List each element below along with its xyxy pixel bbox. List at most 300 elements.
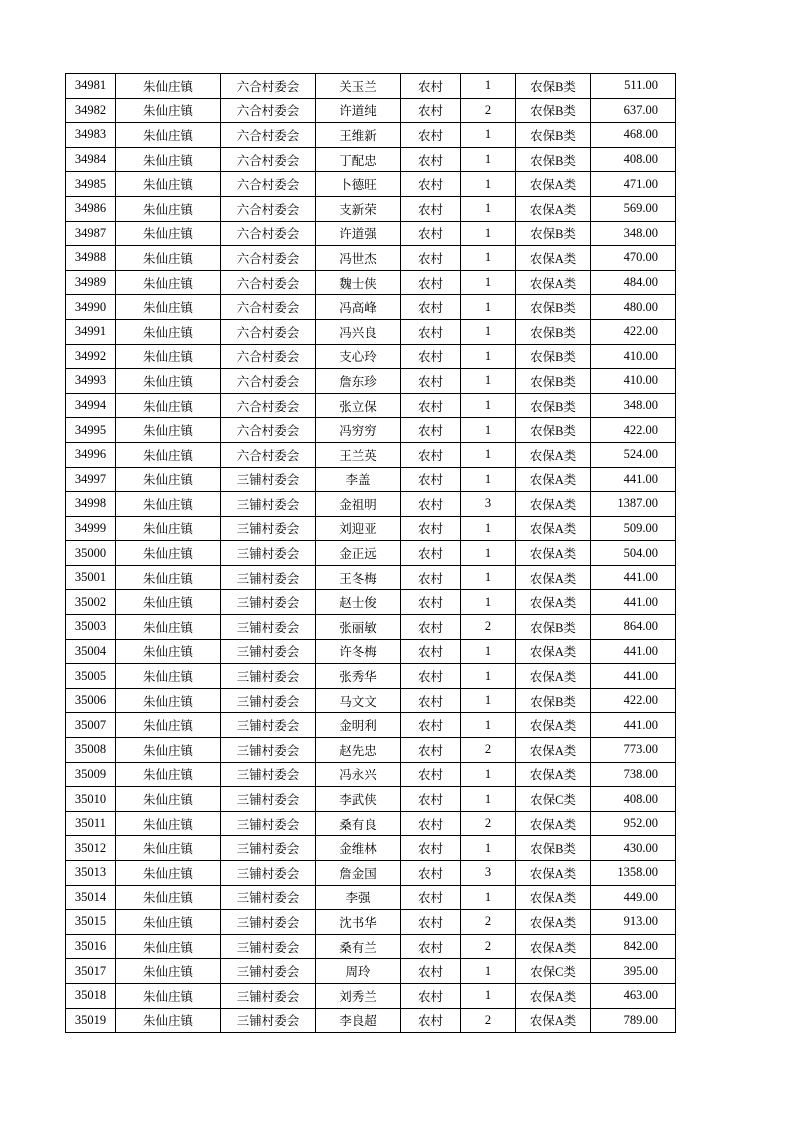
- town-cell: 朱仙庄镇: [116, 98, 221, 123]
- amount-cell: 484.00: [591, 270, 676, 295]
- count-cell: 1: [461, 147, 516, 172]
- id-cell: 34996: [66, 442, 116, 467]
- count-cell: 1: [461, 467, 516, 492]
- insurance-type-cell: 农保C类: [516, 787, 591, 812]
- category-cell: 农村: [401, 270, 461, 295]
- category-cell: 农村: [401, 615, 461, 640]
- table-row: [66, 861, 676, 886]
- count-cell: 1: [461, 418, 516, 443]
- town-cell: 朱仙庄镇: [116, 541, 221, 566]
- table-row: [66, 319, 676, 344]
- table-row: [66, 934, 676, 959]
- category-cell: 农村: [401, 738, 461, 763]
- id-cell: 35011: [66, 811, 116, 836]
- id-cell: 35015: [66, 910, 116, 935]
- amount-cell: 842.00: [591, 934, 676, 959]
- amount-cell: 408.00: [591, 147, 676, 172]
- insurance-type-cell: 农保C类: [516, 959, 591, 984]
- insurance-type-cell: 农保B类: [516, 295, 591, 320]
- count-cell: 3: [461, 492, 516, 517]
- category-cell: 农村: [401, 467, 461, 492]
- insurance-type-cell: 农保A类: [516, 541, 591, 566]
- table-row: [66, 885, 676, 910]
- village-cell: 六合村委会: [221, 319, 316, 344]
- table-row: [66, 418, 676, 443]
- id-cell: 34989: [66, 270, 116, 295]
- insurance-type-cell: 农保A类: [516, 492, 591, 517]
- amount-cell: 441.00: [591, 713, 676, 738]
- id-cell: 35017: [66, 959, 116, 984]
- town-cell: 朱仙庄镇: [116, 836, 221, 861]
- town-cell: 朱仙庄镇: [116, 934, 221, 959]
- amount-cell: 511.00: [591, 74, 676, 99]
- insurance-type-cell: 农保A类: [516, 270, 591, 295]
- category-cell: 农村: [401, 1008, 461, 1033]
- amount-cell: 504.00: [591, 541, 676, 566]
- count-cell: 1: [461, 295, 516, 320]
- amount-cell: 952.00: [591, 811, 676, 836]
- category-cell: 农村: [401, 541, 461, 566]
- count-cell: 1: [461, 246, 516, 271]
- town-cell: 朱仙庄镇: [116, 147, 221, 172]
- table-row: [66, 295, 676, 320]
- amount-cell: 524.00: [591, 442, 676, 467]
- insurance-type-cell: 农保A类: [516, 762, 591, 787]
- village-cell: 六合村委会: [221, 98, 316, 123]
- id-cell: 34992: [66, 344, 116, 369]
- table-row: [66, 738, 676, 763]
- table-row: [66, 787, 676, 812]
- name-cell: 王冬梅: [316, 565, 401, 590]
- town-cell: 朱仙庄镇: [116, 762, 221, 787]
- id-cell: 35009: [66, 762, 116, 787]
- records-table: [65, 73, 676, 1033]
- count-cell: 1: [461, 565, 516, 590]
- amount-cell: 864.00: [591, 615, 676, 640]
- amount-cell: 463.00: [591, 983, 676, 1008]
- village-cell: 六合村委会: [221, 221, 316, 246]
- table-row: [66, 959, 676, 984]
- amount-cell: 348.00: [591, 393, 676, 418]
- village-cell: 六合村委会: [221, 172, 316, 197]
- table-row: [66, 639, 676, 664]
- id-cell: 35001: [66, 565, 116, 590]
- count-cell: 1: [461, 319, 516, 344]
- name-cell: 张立保: [316, 393, 401, 418]
- name-cell: 詹东珍: [316, 369, 401, 394]
- name-cell: 李强: [316, 885, 401, 910]
- town-cell: 朱仙庄镇: [116, 344, 221, 369]
- count-cell: 1: [461, 762, 516, 787]
- village-cell: 三铺村委会: [221, 492, 316, 517]
- village-cell: 三铺村委会: [221, 713, 316, 738]
- town-cell: 朱仙庄镇: [116, 861, 221, 886]
- id-cell: 34984: [66, 147, 116, 172]
- insurance-type-cell: 农保B类: [516, 74, 591, 99]
- id-cell: 34986: [66, 196, 116, 221]
- insurance-type-cell: 农保B类: [516, 98, 591, 123]
- id-cell: 34997: [66, 467, 116, 492]
- category-cell: 农村: [401, 74, 461, 99]
- count-cell: 1: [461, 959, 516, 984]
- id-cell: 35018: [66, 983, 116, 1008]
- amount-cell: 468.00: [591, 123, 676, 148]
- insurance-type-cell: 农保A类: [516, 196, 591, 221]
- name-cell: 金维林: [316, 836, 401, 861]
- name-cell: 刘迎亚: [316, 516, 401, 541]
- town-cell: 朱仙庄镇: [116, 467, 221, 492]
- amount-cell: 441.00: [591, 565, 676, 590]
- table-row: [66, 565, 676, 590]
- insurance-type-cell: 农保B类: [516, 836, 591, 861]
- count-cell: 2: [461, 738, 516, 763]
- category-cell: 农村: [401, 688, 461, 713]
- count-cell: 1: [461, 836, 516, 861]
- table-row: [66, 467, 676, 492]
- town-cell: 朱仙庄镇: [116, 172, 221, 197]
- amount-cell: 410.00: [591, 344, 676, 369]
- category-cell: 农村: [401, 147, 461, 172]
- count-cell: 3: [461, 861, 516, 886]
- id-cell: 35006: [66, 688, 116, 713]
- count-cell: 1: [461, 74, 516, 99]
- id-cell: 35003: [66, 615, 116, 640]
- name-cell: 李良超: [316, 1008, 401, 1033]
- id-cell: 35016: [66, 934, 116, 959]
- town-cell: 朱仙庄镇: [116, 910, 221, 935]
- count-cell: 2: [461, 1008, 516, 1033]
- town-cell: 朱仙庄镇: [116, 688, 221, 713]
- village-cell: 六合村委会: [221, 295, 316, 320]
- category-cell: 农村: [401, 393, 461, 418]
- amount-cell: 789.00: [591, 1008, 676, 1033]
- name-cell: 李武侠: [316, 787, 401, 812]
- name-cell: 许道强: [316, 221, 401, 246]
- category-cell: 农村: [401, 418, 461, 443]
- town-cell: 朱仙庄镇: [116, 516, 221, 541]
- id-cell: 34994: [66, 393, 116, 418]
- town-cell: 朱仙庄镇: [116, 1008, 221, 1033]
- name-cell: 关玉兰: [316, 74, 401, 99]
- village-cell: 六合村委会: [221, 418, 316, 443]
- category-cell: 农村: [401, 246, 461, 271]
- id-cell: 34985: [66, 172, 116, 197]
- amount-cell: 449.00: [591, 885, 676, 910]
- amount-cell: 422.00: [591, 319, 676, 344]
- count-cell: 1: [461, 270, 516, 295]
- village-cell: 六合村委会: [221, 442, 316, 467]
- category-cell: 农村: [401, 442, 461, 467]
- village-cell: 三铺村委会: [221, 959, 316, 984]
- name-cell: 张秀华: [316, 664, 401, 689]
- amount-cell: 569.00: [591, 196, 676, 221]
- table-row: [66, 541, 676, 566]
- category-cell: 农村: [401, 664, 461, 689]
- category-cell: 农村: [401, 910, 461, 935]
- table-row: [66, 713, 676, 738]
- table-body: [66, 74, 676, 1033]
- insurance-type-cell: 农保A类: [516, 565, 591, 590]
- count-cell: 2: [461, 910, 516, 935]
- amount-cell: 480.00: [591, 295, 676, 320]
- town-cell: 朱仙庄镇: [116, 615, 221, 640]
- table-row: [66, 590, 676, 615]
- name-cell: 周玲: [316, 959, 401, 984]
- name-cell: 王维新: [316, 123, 401, 148]
- id-cell: 35000: [66, 541, 116, 566]
- table-row: [66, 516, 676, 541]
- village-cell: 三铺村委会: [221, 861, 316, 886]
- name-cell: 王兰英: [316, 442, 401, 467]
- insurance-type-cell: 农保A类: [516, 1008, 591, 1033]
- table-row: [66, 762, 676, 787]
- amount-cell: 471.00: [591, 172, 676, 197]
- count-cell: 1: [461, 787, 516, 812]
- town-cell: 朱仙庄镇: [116, 664, 221, 689]
- table-row: [66, 369, 676, 394]
- table-row: [66, 664, 676, 689]
- category-cell: 农村: [401, 811, 461, 836]
- insurance-type-cell: 农保A类: [516, 811, 591, 836]
- id-cell: 35019: [66, 1008, 116, 1033]
- town-cell: 朱仙庄镇: [116, 442, 221, 467]
- name-cell: 刘秀兰: [316, 983, 401, 1008]
- village-cell: 三铺村委会: [221, 885, 316, 910]
- id-cell: 35007: [66, 713, 116, 738]
- village-cell: 六合村委会: [221, 74, 316, 99]
- category-cell: 农村: [401, 959, 461, 984]
- count-cell: 1: [461, 590, 516, 615]
- name-cell: 马文文: [316, 688, 401, 713]
- name-cell: 冯穷穷: [316, 418, 401, 443]
- town-cell: 朱仙庄镇: [116, 123, 221, 148]
- count-cell: 1: [461, 393, 516, 418]
- id-cell: 35005: [66, 664, 116, 689]
- town-cell: 朱仙庄镇: [116, 738, 221, 763]
- count-cell: 1: [461, 344, 516, 369]
- table-row: [66, 836, 676, 861]
- village-cell: 三铺村委会: [221, 467, 316, 492]
- name-cell: 丁配忠: [316, 147, 401, 172]
- name-cell: 冯世杰: [316, 246, 401, 271]
- insurance-type-cell: 农保A类: [516, 246, 591, 271]
- insurance-type-cell: 农保B类: [516, 221, 591, 246]
- id-cell: 34981: [66, 74, 116, 99]
- name-cell: 沈书华: [316, 910, 401, 935]
- village-cell: 六合村委会: [221, 393, 316, 418]
- table-row: [66, 615, 676, 640]
- table-row: [66, 221, 676, 246]
- village-cell: 六合村委会: [221, 246, 316, 271]
- insurance-type-cell: 农保B类: [516, 615, 591, 640]
- category-cell: 农村: [401, 590, 461, 615]
- amount-cell: 637.00: [591, 98, 676, 123]
- village-cell: 六合村委会: [221, 123, 316, 148]
- town-cell: 朱仙庄镇: [116, 787, 221, 812]
- name-cell: 张丽敏: [316, 615, 401, 640]
- town-cell: 朱仙庄镇: [116, 295, 221, 320]
- name-cell: 桑有兰: [316, 934, 401, 959]
- amount-cell: 441.00: [591, 590, 676, 615]
- insurance-type-cell: 农保A类: [516, 934, 591, 959]
- village-cell: 三铺村委会: [221, 934, 316, 959]
- insurance-type-cell: 农保A类: [516, 442, 591, 467]
- town-cell: 朱仙庄镇: [116, 492, 221, 517]
- table-row: [66, 246, 676, 271]
- amount-cell: 408.00: [591, 787, 676, 812]
- insurance-type-cell: 农保A类: [516, 738, 591, 763]
- table-row: [66, 442, 676, 467]
- id-cell: 34982: [66, 98, 116, 123]
- town-cell: 朱仙庄镇: [116, 713, 221, 738]
- insurance-type-cell: 农保A类: [516, 590, 591, 615]
- insurance-type-cell: 农保B类: [516, 344, 591, 369]
- table-row: [66, 270, 676, 295]
- village-cell: 三铺村委会: [221, 615, 316, 640]
- amount-cell: 470.00: [591, 246, 676, 271]
- village-cell: 三铺村委会: [221, 1008, 316, 1033]
- count-cell: 1: [461, 516, 516, 541]
- count-cell: 1: [461, 688, 516, 713]
- count-cell: 1: [461, 983, 516, 1008]
- insurance-type-cell: 农保B类: [516, 147, 591, 172]
- table-row: [66, 910, 676, 935]
- name-cell: 金正远: [316, 541, 401, 566]
- village-cell: 三铺村委会: [221, 762, 316, 787]
- id-cell: 35002: [66, 590, 116, 615]
- name-cell: 桑有良: [316, 811, 401, 836]
- id-cell: 35014: [66, 885, 116, 910]
- village-cell: 六合村委会: [221, 270, 316, 295]
- village-cell: 三铺村委会: [221, 664, 316, 689]
- id-cell: 35008: [66, 738, 116, 763]
- table-row: [66, 1008, 676, 1033]
- amount-cell: 441.00: [591, 467, 676, 492]
- amount-cell: 430.00: [591, 836, 676, 861]
- category-cell: 农村: [401, 221, 461, 246]
- village-cell: 六合村委会: [221, 147, 316, 172]
- count-cell: 1: [461, 885, 516, 910]
- table-row: [66, 393, 676, 418]
- village-cell: 三铺村委会: [221, 565, 316, 590]
- village-cell: 三铺村委会: [221, 910, 316, 935]
- insurance-type-cell: 农保A类: [516, 910, 591, 935]
- table-row: [66, 983, 676, 1008]
- village-cell: 三铺村委会: [221, 983, 316, 1008]
- village-cell: 三铺村委会: [221, 811, 316, 836]
- category-cell: 农村: [401, 344, 461, 369]
- count-cell: 1: [461, 713, 516, 738]
- count-cell: 1: [461, 221, 516, 246]
- name-cell: 詹金国: [316, 861, 401, 886]
- insurance-type-cell: 农保A类: [516, 516, 591, 541]
- table-row: [66, 172, 676, 197]
- village-cell: 三铺村委会: [221, 738, 316, 763]
- village-cell: 三铺村委会: [221, 688, 316, 713]
- name-cell: 冯兴良: [316, 319, 401, 344]
- town-cell: 朱仙庄镇: [116, 393, 221, 418]
- name-cell: 支心玲: [316, 344, 401, 369]
- town-cell: 朱仙庄镇: [116, 885, 221, 910]
- amount-cell: 410.00: [591, 369, 676, 394]
- name-cell: 金明利: [316, 713, 401, 738]
- town-cell: 朱仙庄镇: [116, 246, 221, 271]
- id-cell: 34988: [66, 246, 116, 271]
- amount-cell: 422.00: [591, 688, 676, 713]
- count-cell: 2: [461, 811, 516, 836]
- town-cell: 朱仙庄镇: [116, 221, 221, 246]
- id-cell: 35010: [66, 787, 116, 812]
- insurance-type-cell: 农保B类: [516, 418, 591, 443]
- name-cell: 许道纯: [316, 98, 401, 123]
- amount-cell: 1387.00: [591, 492, 676, 517]
- insurance-type-cell: 农保A类: [516, 983, 591, 1008]
- name-cell: 冯永兴: [316, 762, 401, 787]
- category-cell: 农村: [401, 983, 461, 1008]
- village-cell: 六合村委会: [221, 369, 316, 394]
- name-cell: 李盖: [316, 467, 401, 492]
- insurance-type-cell: 农保A类: [516, 713, 591, 738]
- village-cell: 三铺村委会: [221, 541, 316, 566]
- town-cell: 朱仙庄镇: [116, 418, 221, 443]
- village-cell: 六合村委会: [221, 344, 316, 369]
- table-row: [66, 492, 676, 517]
- town-cell: 朱仙庄镇: [116, 565, 221, 590]
- name-cell: 冯高峰: [316, 295, 401, 320]
- category-cell: 农村: [401, 836, 461, 861]
- name-cell: 支新荣: [316, 196, 401, 221]
- count-cell: 2: [461, 615, 516, 640]
- category-cell: 农村: [401, 319, 461, 344]
- name-cell: 金祖明: [316, 492, 401, 517]
- insurance-type-cell: 农保B类: [516, 369, 591, 394]
- amount-cell: 441.00: [591, 664, 676, 689]
- count-cell: 2: [461, 934, 516, 959]
- table-row: [66, 196, 676, 221]
- category-cell: 农村: [401, 492, 461, 517]
- category-cell: 农村: [401, 295, 461, 320]
- id-cell: 34995: [66, 418, 116, 443]
- town-cell: 朱仙庄镇: [116, 590, 221, 615]
- table-row: [66, 344, 676, 369]
- category-cell: 农村: [401, 516, 461, 541]
- name-cell: 卜德旺: [316, 172, 401, 197]
- category-cell: 农村: [401, 639, 461, 664]
- amount-cell: 422.00: [591, 418, 676, 443]
- town-cell: 朱仙庄镇: [116, 811, 221, 836]
- village-cell: 三铺村委会: [221, 590, 316, 615]
- amount-cell: 1358.00: [591, 861, 676, 886]
- insurance-type-cell: 农保A类: [516, 467, 591, 492]
- town-cell: 朱仙庄镇: [116, 983, 221, 1008]
- count-cell: 1: [461, 172, 516, 197]
- category-cell: 农村: [401, 196, 461, 221]
- insurance-type-cell: 农保B类: [516, 393, 591, 418]
- amount-cell: 395.00: [591, 959, 676, 984]
- table-row: [66, 74, 676, 99]
- id-cell: 34993: [66, 369, 116, 394]
- category-cell: 农村: [401, 369, 461, 394]
- amount-cell: 509.00: [591, 516, 676, 541]
- village-cell: 六合村委会: [221, 196, 316, 221]
- category-cell: 农村: [401, 885, 461, 910]
- id-cell: 34991: [66, 319, 116, 344]
- town-cell: 朱仙庄镇: [116, 270, 221, 295]
- village-cell: 三铺村委会: [221, 836, 316, 861]
- insurance-type-cell: 农保B类: [516, 123, 591, 148]
- category-cell: 农村: [401, 787, 461, 812]
- category-cell: 农村: [401, 861, 461, 886]
